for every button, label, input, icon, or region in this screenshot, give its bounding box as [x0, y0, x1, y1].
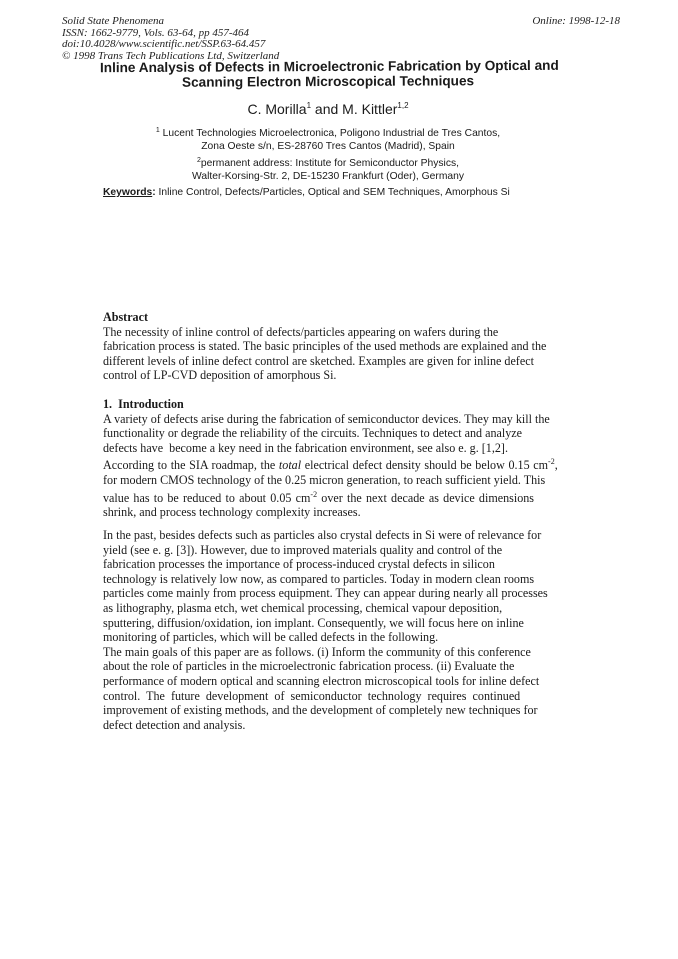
keywords-text: Inline Control, Defects/Particles, Optical and SEM Techniques, Amorphous Si [158, 187, 510, 198]
abstract-line: The necessity of inline control of defects/particles appearing on wafers during the [103, 324, 499, 339]
keywords-colon: : [152, 187, 156, 198]
goals-line: The main goals of this paper are as follows. (i) Inform the community of this conference [103, 644, 531, 659]
goals-line: control. The future development of semiconductor technology requires continued [103, 688, 521, 703]
goals-line: performance of modern optical and scanning electron microscopical tools for inline defect [103, 673, 540, 688]
introduction-heading: 1. Introduction [103, 397, 184, 411]
author-list [100, 101, 556, 117]
affiliation-line: Zona Oeste s/n, ES-28760 Tres Cantos (Madrid), Spain [201, 141, 455, 152]
abstract-heading: Abstract [103, 310, 149, 324]
author-affiliation-mark: 1,2 [397, 101, 409, 110]
paragraph-line: as lithography, plasma etch, wet chemical processing, chemical vapour deposition, [103, 600, 503, 615]
abstract-line: different levels of inline defect control are sketched. Examples are given for inline defect [103, 353, 534, 368]
paragraph-line: fabrication processes the importance of process-induced crystal defects in silicon [103, 557, 495, 572]
title-line-1: Inline Analysis of Defects in Microelectronic Fabrication by Optical and [99, 57, 559, 76]
emphasis-total: total [278, 458, 302, 473]
author-name: M. Kittler [342, 101, 398, 117]
paragraph-line: technology is relatively low now, as compared to particles. Today in modern clean rooms [103, 571, 535, 586]
paragraph-line: monitoring of particles, which will be called defects in the following. [103, 630, 439, 645]
intro-line: functionality or degrade the reliability of the circuits. Techniques to detect and analyze [103, 426, 523, 441]
affiliation-line: permanent address: Institute for Semiconductor Physics, [200, 158, 460, 169]
goals-line: improvement of existing methods, and the development of completely new techniques for [103, 703, 538, 718]
goals-line: about the role of particles in the microelectronic fabrication process. (ii) Evaluate the [103, 659, 515, 674]
intro-line: According to the SIA roadmap, the total electrical defect density should be below 0.15 $cm^{-2}$, [103, 457, 558, 473]
paragraph-line: sputtering, diffusion/oxidation, ion implant. Consequently, we will focus here on inline [103, 615, 524, 630]
journal-name: Solid State Phenomena [62, 15, 165, 27]
intro-line: value has to be reduced to about 0.05 $cm^{-2}$ over the next decade as device dimensions [103, 489, 535, 505]
journal-doi: doi:10.4028/www.scientific.net/SSP.63-64.457 [62, 38, 266, 50]
title-line-2: Scanning Electron Microscopical Techniques [181, 73, 475, 90]
paragraph-line: particles come mainly from process equipment. They can appear during nearly all processes [103, 586, 548, 601]
keywords-label: Keywords [103, 187, 153, 198]
affiliation-2 [100, 154, 556, 183]
affiliation-1 [100, 124, 556, 153]
author-affiliation-mark: 1 [306, 101, 312, 110]
affiliation-mark: 2 [196, 157, 201, 164]
introduction-section [103, 397, 558, 520]
abstract-line: fabrication process is stated. The basic principles of the used methods are explained and the [103, 339, 547, 354]
journal-info [62, 16, 279, 62]
paragraph-line: yield (see e. g. [3]). However, due to improved materials quality and control of the [103, 542, 503, 557]
intro-line: defects have become a key need in the fabrication environment, see also e. g. [1,2]. [103, 440, 508, 455]
journal-issn: ISSN: 1662-9779, Vols. 63-64, pp 457-464 [62, 26, 249, 39]
author-separator: and [311, 101, 343, 117]
affiliation-mark: 1 [155, 127, 160, 134]
keywords [103, 187, 510, 198]
paper-title [99, 57, 559, 90]
online-date: Online: 1998-12-18 [532, 15, 620, 27]
introduction-paragraph-2 [103, 528, 548, 732]
affiliation-line: Walter-Korsing-Str. 2, DE-15230 Frankfurt (Oder), Germany [192, 171, 464, 182]
goals-line: defect detection and analysis. [103, 717, 246, 732]
intro-line: A variety of defects arise during the fabrication of semiconductor devices. They may kill the [103, 411, 550, 426]
paragraph-line: In the past, besides defects such as particles also crystal defects in Si were of relevance for [103, 528, 542, 542]
author-name: C. Morilla [247, 101, 307, 117]
affiliation-line: Lucent Technologies Microelectronica, Poligono Industrial de Tres Cantos, [162, 128, 501, 139]
journal-copyright: © 1998 Trans Tech Publications Ltd, Switzerland [62, 49, 280, 62]
intro-line: for modern CMOS technology of the 0.25 micron generation, to reach sufficient yield. This [103, 472, 546, 487]
intro-line: shrink, and process technology complexity increases. [103, 505, 361, 520]
abstract-section [103, 310, 548, 383]
abstract-line: control of LP-CVD deposition of amorphous Si. [103, 368, 337, 383]
